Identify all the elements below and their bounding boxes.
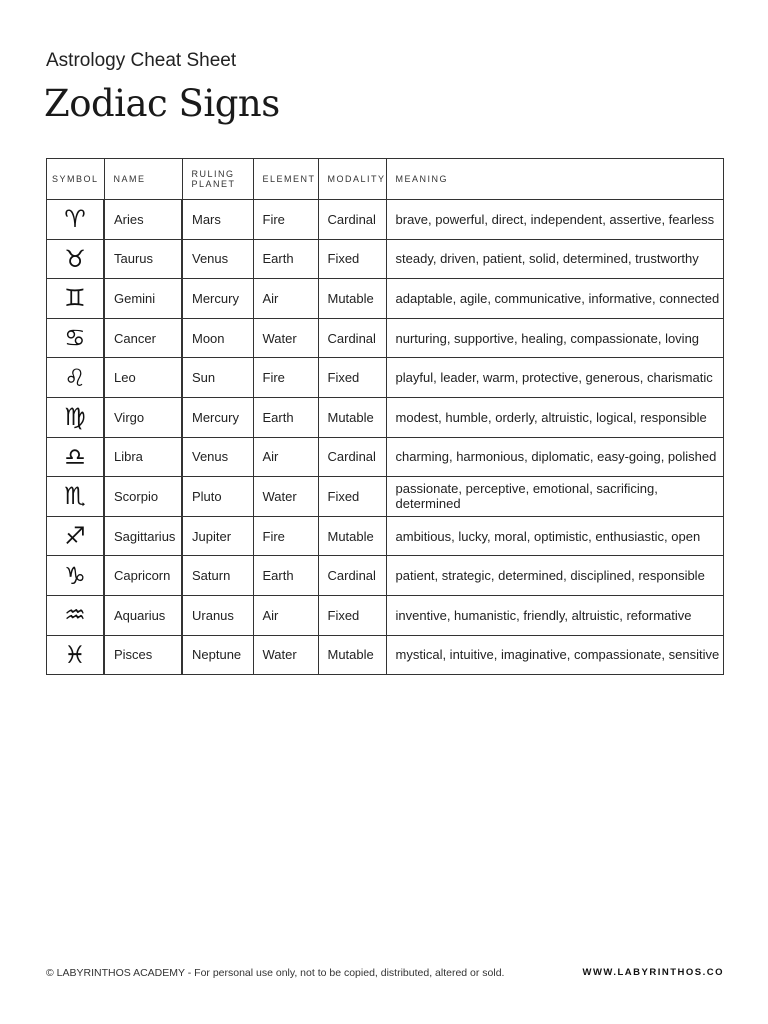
element: Water [253, 477, 318, 517]
sign-name: Scorpio [104, 477, 182, 517]
sign-name: Cancer [104, 318, 182, 358]
meaning: nurturing, supportive, healing, compassionate, loving [386, 318, 723, 358]
ruling-planet: Uranus [182, 595, 253, 635]
zodiac-symbol-icon: ♋︎ [47, 318, 105, 358]
modality: Mutable [318, 397, 386, 437]
meaning: inventive, humanistic, friendly, altruistic, reformative [386, 595, 723, 635]
element: Earth [253, 556, 318, 596]
page-title: Zodiac Signs [44, 82, 280, 125]
footer [46, 967, 724, 979]
meaning: passionate, perceptive, emotional, sacrificing, determined [386, 477, 723, 517]
ruling-planet: Venus [182, 437, 253, 477]
sign-name: Virgo [104, 397, 182, 437]
zodiac-symbol-icon: ♌︎ [47, 358, 105, 398]
modality: Cardinal [318, 200, 386, 240]
sign-name: Capricorn [104, 556, 182, 596]
meaning: playful, leader, warm, protective, generous, charismatic [386, 358, 723, 398]
sign-name: Libra [104, 437, 182, 477]
meaning: adaptable, agile, communicative, informative, connected [386, 279, 723, 319]
ruling-planet: Venus [182, 239, 253, 279]
table-row [47, 437, 724, 477]
element: Water [253, 318, 318, 358]
table-row [47, 358, 724, 398]
element: Earth [253, 239, 318, 279]
ruling-planet: Saturn [182, 556, 253, 596]
ruling-planet: Mars [182, 200, 253, 240]
element: Air [253, 279, 318, 319]
modality: Mutable [318, 279, 386, 319]
zodiac-symbol-icon: ♐︎ [47, 516, 105, 556]
sign-name: Taurus [104, 239, 182, 279]
meaning: brave, powerful, direct, independent, assertive, fearless [386, 200, 723, 240]
table-row [47, 477, 724, 517]
sign-name: Pisces [104, 635, 182, 675]
header-meaning: MEANING [386, 159, 723, 200]
ruling-planet: Neptune [182, 635, 253, 675]
zodiac-symbol-icon: ♍︎ [47, 397, 105, 437]
meaning: modest, humble, orderly, altruistic, logical, responsible [386, 397, 723, 437]
modality: Fixed [318, 239, 386, 279]
sign-name: Sagittarius [104, 516, 182, 556]
subtitle: Astrology Cheat Sheet [46, 50, 237, 71]
header-name: NAME [104, 159, 182, 200]
ruling-planet: Mercury [182, 397, 253, 437]
element: Fire [253, 516, 318, 556]
table-row [47, 279, 724, 319]
meaning: ambitious, lucky, moral, optimistic, enthusiastic, open [386, 516, 723, 556]
modality: Cardinal [318, 437, 386, 477]
header-element: ELEMENT [253, 159, 318, 200]
modality: Cardinal [318, 556, 386, 596]
element: Air [253, 595, 318, 635]
zodiac-table [46, 158, 724, 675]
meaning: patient, strategic, determined, disciplined, responsible [386, 556, 723, 596]
meaning: charming, harmonious, diplomatic, easy-going, polished [386, 437, 723, 477]
sign-name: Leo [104, 358, 182, 398]
table-row [47, 595, 724, 635]
table-row [47, 318, 724, 358]
table-row [47, 516, 724, 556]
copyright-notice: © LABYRINTHOS ACADEMY - For personal use only, not to be copied, distributed, altered or sold. [46, 967, 505, 979]
table-row [47, 556, 724, 596]
meaning: mystical, intuitive, imaginative, compassionate, sensitive [386, 635, 723, 675]
modality: Fixed [318, 358, 386, 398]
ruling-planet: Moon [182, 318, 253, 358]
ruling-planet: Mercury [182, 279, 253, 319]
table-row [47, 239, 724, 279]
table-row [47, 200, 724, 240]
ruling-planet: Pluto [182, 477, 253, 517]
zodiac-symbol-icon: ♏︎ [47, 477, 105, 517]
table-header-row [47, 159, 724, 200]
meaning: steady, driven, patient, solid, determined, trustworthy [386, 239, 723, 279]
zodiac-symbol-icon: ♑︎ [47, 556, 105, 596]
zodiac-symbol-icon: ♎︎ [47, 437, 105, 477]
element: Fire [253, 200, 318, 240]
zodiac-symbol-icon: ♓︎ [47, 635, 105, 675]
modality: Fixed [318, 477, 386, 517]
sign-name: Gemini [104, 279, 182, 319]
ruling-planet: Sun [182, 358, 253, 398]
modality: Mutable [318, 635, 386, 675]
header-symbol: SYMBOL [47, 159, 105, 200]
element: Air [253, 437, 318, 477]
zodiac-symbol-icon: ♈︎ [47, 200, 105, 240]
element: Earth [253, 397, 318, 437]
zodiac-symbol-icon: ♊︎ [47, 279, 105, 319]
website-link[interactable]: WWW.LABYRINTHOS.CO [582, 967, 724, 978]
table-row [47, 635, 724, 675]
header-ruling-planet: RULING PLANET [182, 159, 253, 200]
sign-name: Aquarius [104, 595, 182, 635]
zodiac-symbol-icon: ♒︎ [47, 595, 105, 635]
modality: Fixed [318, 595, 386, 635]
ruling-planet: Jupiter [182, 516, 253, 556]
element: Fire [253, 358, 318, 398]
modality: Mutable [318, 516, 386, 556]
modality: Cardinal [318, 318, 386, 358]
element: Water [253, 635, 318, 675]
zodiac-symbol-icon: ♉︎ [47, 239, 105, 279]
header-modality: MODALITY [318, 159, 386, 200]
table-row [47, 397, 724, 437]
sign-name: Aries [104, 200, 182, 240]
